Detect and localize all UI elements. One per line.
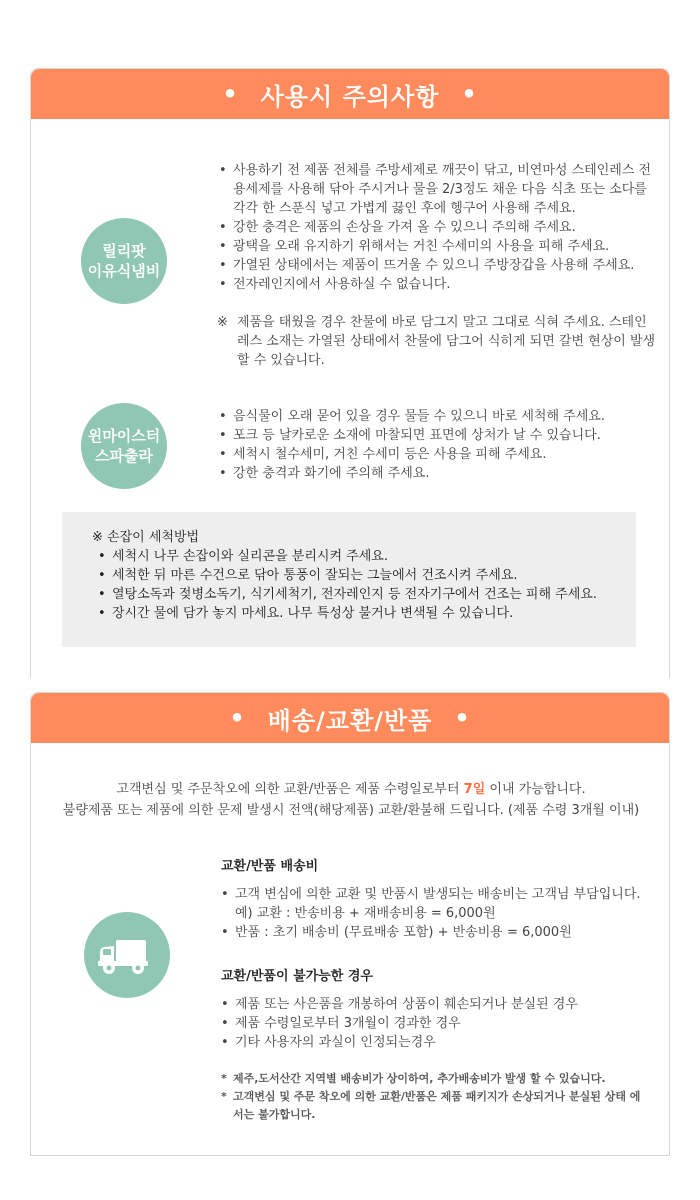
list-item: • 세척시 나무 손잡이와 실리콘을 분리시켜 주세요. — [98, 547, 636, 566]
footnote-text: 고객변심 및 주문 착오에 의한 교환/반품은 제품 패키지가 손상되거나 분실된 상태 에서는 불가합니다. — [233, 1090, 641, 1121]
delivery-intro — [31, 779, 671, 821]
refuse-list — [221, 995, 661, 1052]
product-1-badge-line2: 이유식냄비 — [87, 262, 161, 280]
product-1-badge-line1: 릴리팟 — [102, 242, 146, 260]
list-item: • 기타 사용자의 과실이 인정되는경우 — [221, 1033, 661, 1052]
list-item: • 음식물이 오래 묻어 있을 경우 물들 수 있으니 바로 세척해 주세요. — [219, 407, 659, 426]
product-2-badge-line2: 스파출라 — [95, 447, 153, 465]
footnote — [221, 1070, 651, 1088]
truck-icon — [84, 912, 170, 998]
list-item: • 세척시 철수세미, 거친 수세미 등은 사용을 피해 주세요. — [219, 445, 659, 464]
return-period-highlight: 7일 — [463, 782, 486, 797]
header-dot-right: • — [461, 80, 478, 108]
truck-badge — [84, 912, 170, 998]
product-2-caution-list — [219, 407, 659, 483]
footnote — [221, 1088, 651, 1124]
delivery-title: 배송/교환/반품 — [267, 706, 433, 735]
header-dot-right: • — [454, 704, 471, 732]
refuse-title: 교환/반품이 불가능한 경우 — [221, 969, 373, 984]
delivery-panel — [30, 692, 670, 1156]
intro-text-before: 고객변심 및 주문착오에 의한 교환/반품은 제품 수령일로부터 — [116, 782, 464, 797]
header-dot-left: • — [229, 704, 246, 732]
list-item: • 장시간 물에 담가 놓지 마세요. 나무 특성상 불거나 변색될 수 있습니다. — [98, 604, 636, 623]
product-1-caution-list — [219, 161, 659, 294]
list-item: • 제품 수령일로부터 3개월이 경과한 경우 — [221, 1014, 661, 1033]
footnote-text: 제주,도서산간 지역별 배송비가 상이하여, 추가배송비가 발생 할 수 있습니다. — [233, 1072, 606, 1085]
list-item: • 고객 변심에 의한 교환 및 반품시 발생되는 배송비는 고객님 부담입니다. 예) 교환 : 반송비용 + 재배송비용 = 6,000원 — [221, 885, 661, 923]
product-1-badge — [81, 218, 167, 304]
handle-cleaning-list — [92, 547, 636, 623]
caution-title: 사용시 주의사항 — [260, 82, 440, 111]
fee-title: 교환/반품 배송비 — [221, 859, 319, 874]
caution-header — [31, 69, 669, 119]
header-dot-left: • — [222, 80, 239, 108]
delivery-footnotes — [221, 1070, 651, 1124]
fee-list — [221, 885, 661, 942]
delivery-intro-line2: 불량제품 또는 제품에 의한 문제 발생시 전액(해당제품) 교환/환불해 드립니다. (제품 수령 3개월 이내) — [62, 803, 640, 818]
list-item: • 세척한 뒤 마른 수건으로 닦아 통풍이 잘되는 그늘에서 건조시켜 주세요. — [98, 566, 636, 585]
product-2-badge — [81, 403, 167, 489]
handle-cleaning-box — [62, 512, 636, 647]
list-item: • 강한 충격은 제품의 손상을 가져 올 수 있으니 주의해 주세요. — [219, 218, 659, 237]
delivery-header — [31, 693, 669, 743]
list-item: • 제품 또는 사은품을 개봉하여 상품이 훼손되거나 분실된 경우 — [221, 995, 661, 1014]
delivery-intro-line1 — [31, 779, 671, 800]
list-item: • 반품 : 초기 배송비 (무료배송 포함) + 반송비용 = 6,000원 — [221, 923, 661, 942]
list-item: • 사용하기 전 제품 전체를 주방세제로 깨끗이 닦고, 비연마성 스테인레스 전용세제를 사용해 닦아 주시거나 물을 2/3정도 채운 다음 식초 또는 소다를 각각 한 스푼식 넣고 가볍게 끓인 후에 헹구어 사용해 주세요. — [219, 161, 659, 218]
list-item: • 광택을 오래 유지하기 위해서는 거친 수세미의 사용을 피해 주세요. — [219, 237, 659, 256]
list-item: • 가열된 상태에서는 제품이 뜨거울 수 있으니 주방장갑을 사용해 주세요. — [219, 256, 659, 275]
intro-text-after: 이내 가능합니다. — [485, 782, 586, 797]
reference-mark-icon: ※ — [217, 315, 228, 330]
list-item: • 열탕소독과 젖병소독기, 식기세척기, 전자레인지 등 전자기구에서 건조는 피해 주세요. — [98, 585, 636, 604]
list-item: • 포크 등 날카로운 소재에 마찰되면 표면에 상처가 날 수 있습니다. — [219, 426, 659, 445]
handle-cleaning-title: ※ 손잡이 세척방법 — [92, 530, 200, 545]
asterisk-icon: * — [221, 1090, 227, 1103]
list-item: • 전자레인지에서 사용하실 수 없습니다. — [219, 275, 659, 294]
list-item: • 강한 충격과 화기에 주의해 주세요. — [219, 464, 659, 483]
asterisk-icon: * — [221, 1072, 227, 1085]
product-2-badge-line1: 윈마이스터 — [87, 427, 161, 445]
burn-note-text: 제품을 태웠을 경우 찬물에 바로 담그지 말고 그대로 식혀 주세요. 스테인레스 소재는 가열된 상태에서 찬물에 담그어 식히게 되면 갈변 현상이 발생할 수 있습니다. — [237, 315, 656, 368]
product-1-burn-note — [217, 313, 657, 370]
caution-panel — [30, 68, 670, 678]
